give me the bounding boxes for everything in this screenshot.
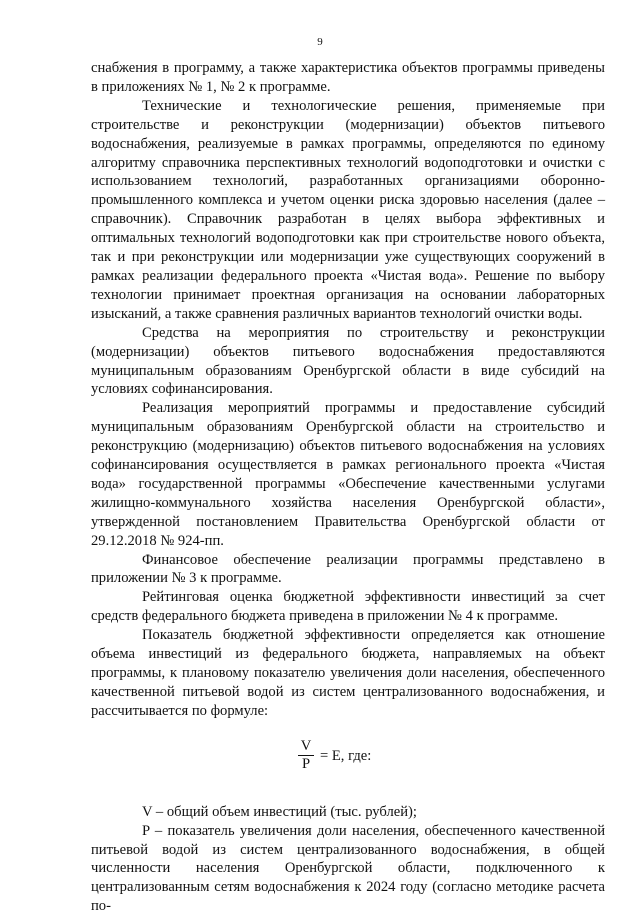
formula: [91, 738, 605, 778]
definition-v: V – общий объем инвестиций (тыс. рублей);: [142, 803, 417, 820]
formula-denominator: P: [301, 755, 311, 772]
definitions: [91, 803, 605, 916]
formula-numerator: V: [298, 738, 314, 756]
document-body: [91, 59, 605, 916]
formula-rhs: = E, где:: [320, 747, 372, 764]
page-number: 9: [317, 36, 323, 48]
paragraph-2: Технические и технологические решения, применяемые при строительстве и реконструкции (модернизации) объектов питьевого водоснабжения, реализуемые в рамках программы, определяются по единому алгоритму справочника перспективных технологий водоподготовки и очистки с использованием технологий, разработанных организациями оборонно-промышленного комплекса и учетом оценки риска здоровью населения (далее – справочник). Справочник разработан в целях выбора эффективных и оптимальных технологий водоподготовки как при строительстве нового объекта, так и при реконструкции или модернизации уже существующих сооружений в рамках реализации федерального проекта «Чистая вода». Решение по выбору технологии принимает проектная организация на основании лабораторных изысканий, а также сравнения различных вариантов технологий очистки воды.: [91, 97, 605, 322]
paragraph-3: Средства на мероприятия по строительству и реконструкции (модернизации) объектов питьевого водоснабжения предоставляются муниципальным образованиям Оренбургской области в виде субсидий на условиях софинансирования.: [91, 324, 605, 398]
paragraph-7: Показатель бюджетной эффективности определяется как отношение объема инвестиций из федерального бюджета, направляемых на объект программы, к плановому показателю увеличения доли населения, обеспеченного качественной питьевой водой из систем централизованного водоснабжения, и рассчитывается по формуле:: [91, 627, 605, 719]
definition-p: P – показатель увеличения доли населения, обеспеченного качественной питьевой водой из систем централизованного водоснабжения, в общей численности населения Оренбургской области, подключенного к централизованным сетям водоснабжения к 2024 году (согласно методике расчета по-: [91, 822, 605, 915]
paragraph-4: Реализация мероприятий программы и предоставление субсидий муниципальным образованиям Оренбургской области на строительство и реконструкцию (модернизацию) объектов питьевого водоснабжения на условиях софинансирования осуществляется в рамках регионального проекта «Чистая вода» государственной программы «Обеспечение качественными услугами жилищно-коммунального хозяйства населения Оренбургской области», утвержденной постановлением Правительства Оренбургской области от 29.12.2018 № 924-пп.: [91, 400, 605, 549]
formula-fraction: [298, 738, 314, 773]
paragraph-1: снабжения в программу, а также характеристика объектов программы приведены в приложениях № 1, № 2 к программе.: [91, 60, 605, 95]
paragraph-5: Финансовое обеспечение реализации программы представлено в приложении № 3 к программе.: [91, 551, 605, 587]
paragraph-6: Рейтинговая оценка бюджетной эффективности инвестиций за счет средств федерального бюджета приведена в приложении № 4 к программе.: [91, 589, 605, 625]
